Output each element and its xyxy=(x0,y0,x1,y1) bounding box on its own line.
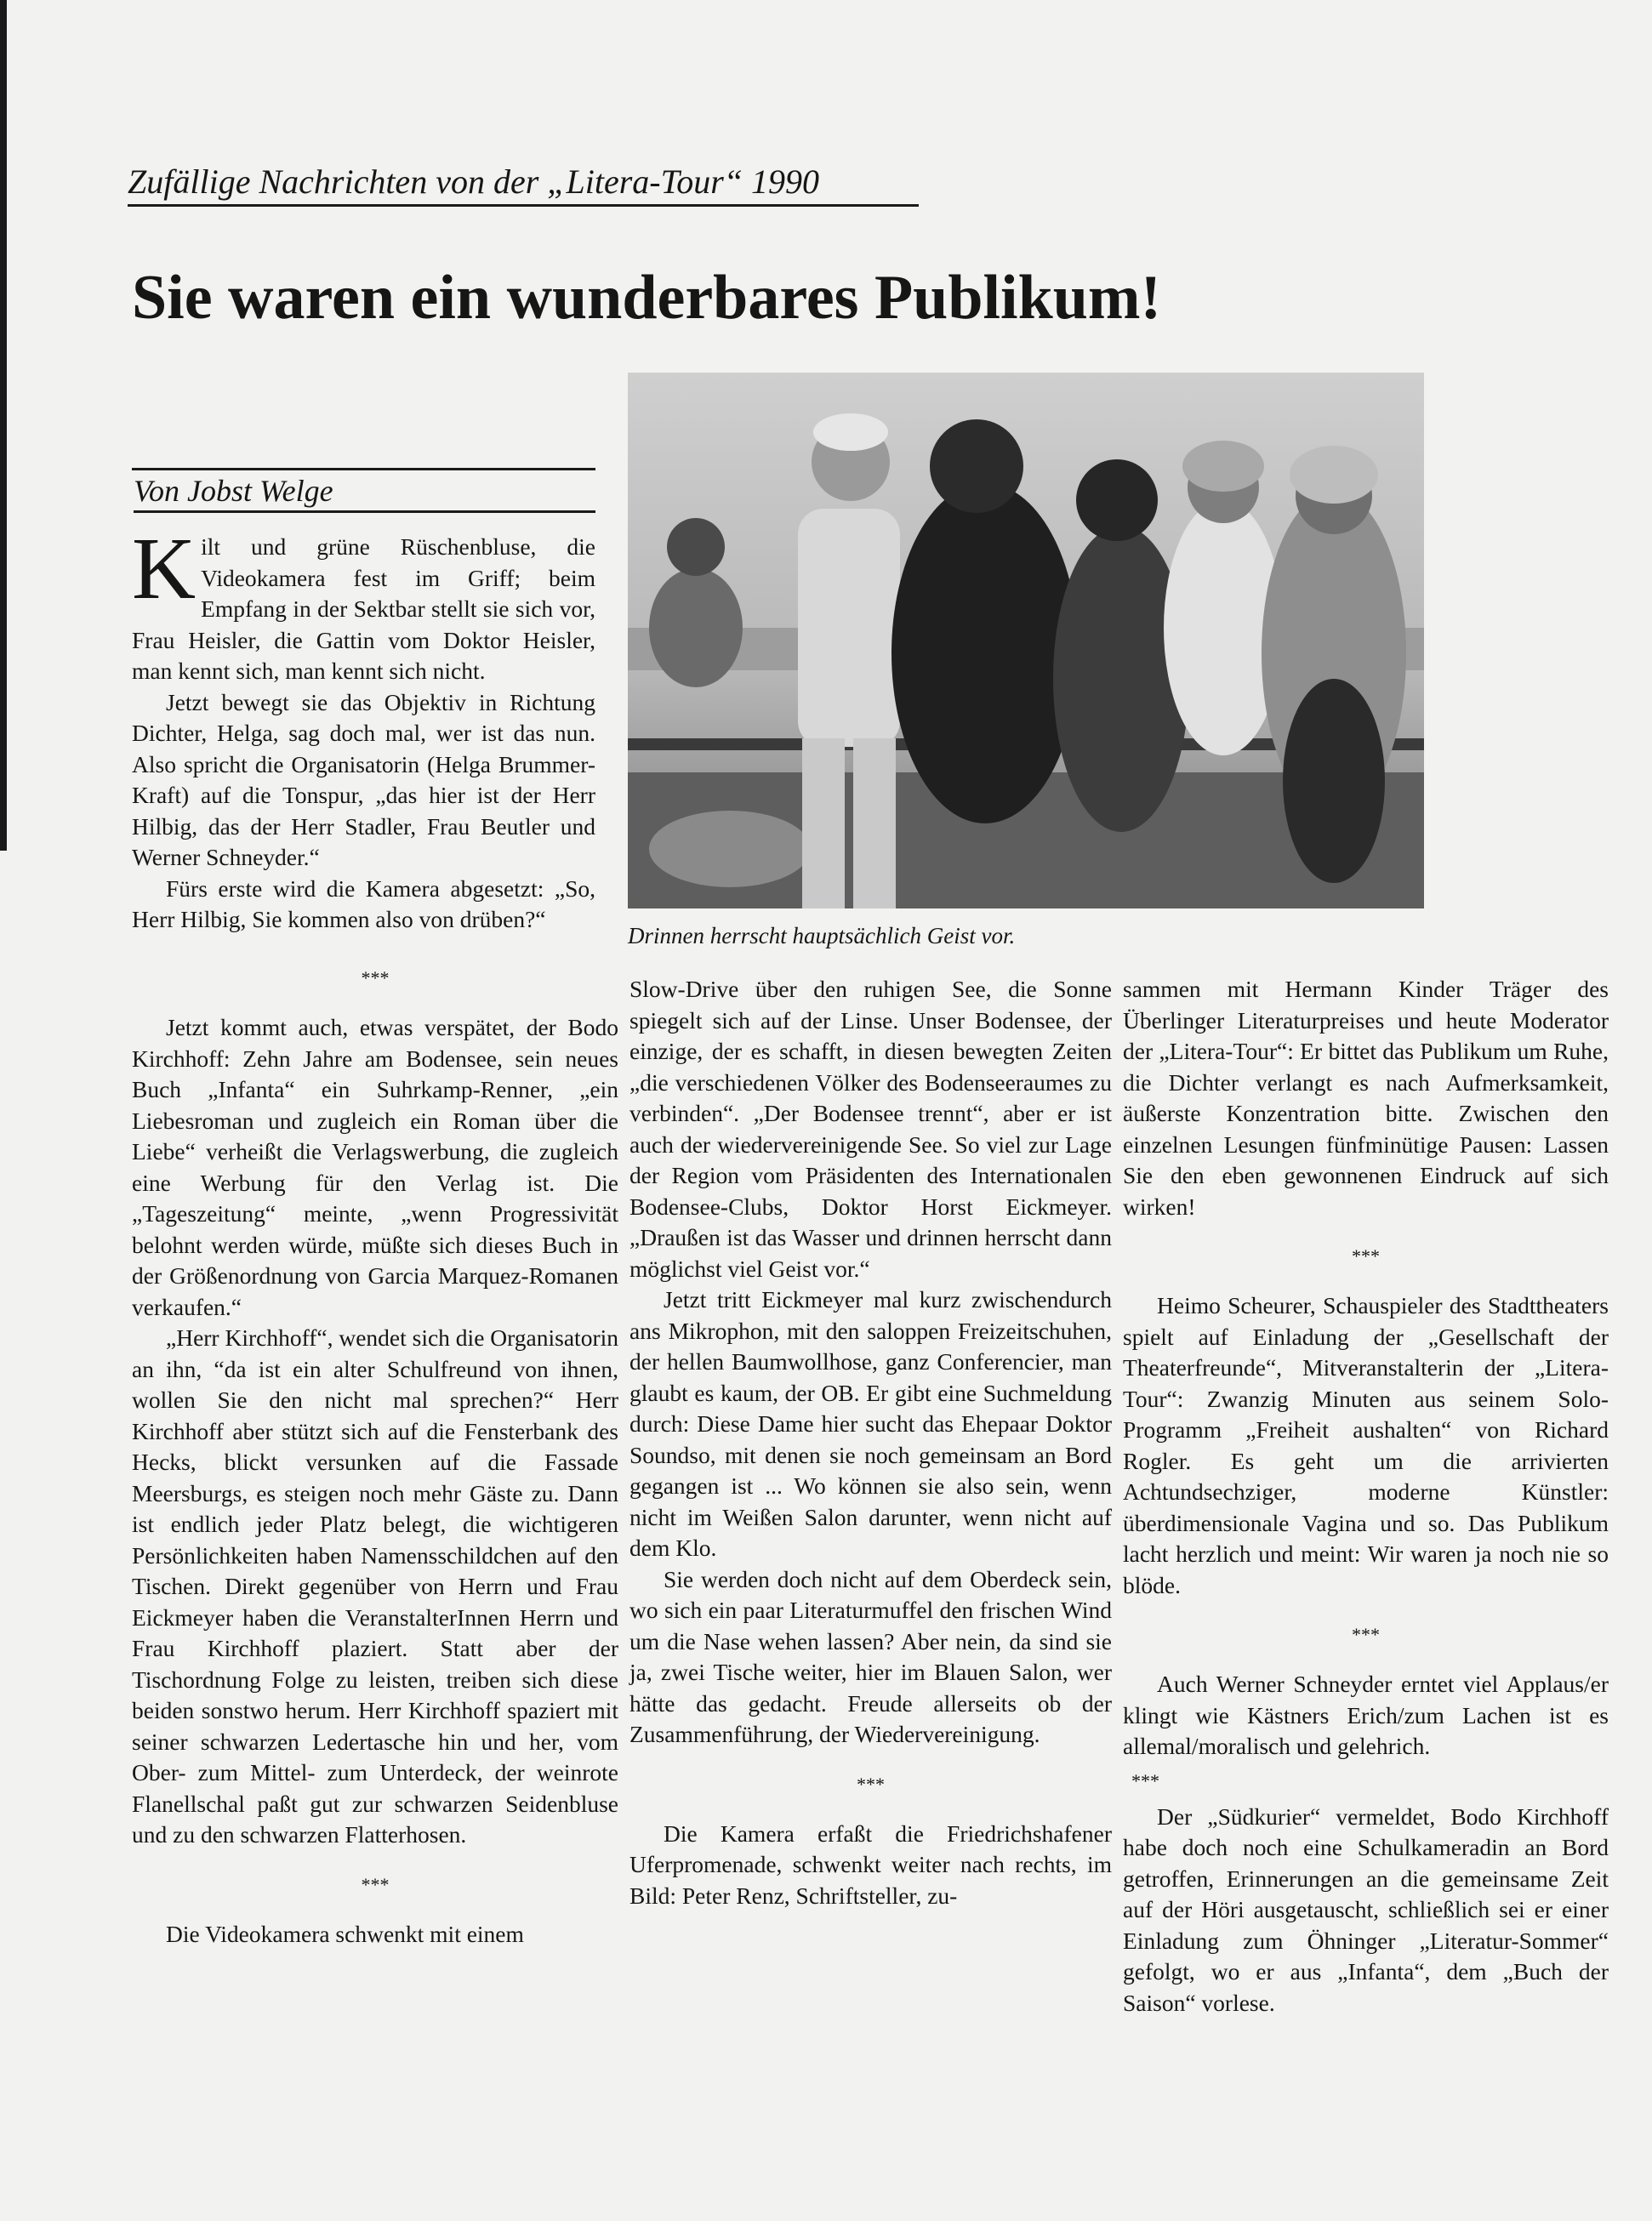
scan-page-edge xyxy=(0,0,7,851)
drop-cap: K xyxy=(132,520,197,618)
section-separator: *** xyxy=(361,1873,390,1895)
byline-top-rule xyxy=(132,468,595,470)
photo-people-on-ship-deck xyxy=(628,373,1424,908)
paragraph: Die Videokamera schwenkt mit einem xyxy=(166,1920,524,1947)
section-separator: *** xyxy=(361,967,390,988)
paragraph-opening-text: ilt und grüne Rüschenbluse, die Videokamera fest im Griff; beim Empfang in der Sektbar stellt sie sich vor, Frau Heisler, die Gattin vom Doktor Heisler, man kennt sich, man kennt sich nicht. xyxy=(132,533,595,684)
paragraph: sammen mit Hermann Kinder Träger des Überlinger Literaturpreises und heute Moderator der „Litera-Tour“: Er bittet das Publikum um Ruhe, die Dichter verlangt es nach Aufmerksamkeit, äußerste Konzentration bitte. Zwischen den einzelnen Lesungen fünfminütige Pausen: Lassen Sie den eben gewonnenen Eindruck auf sich wirken! xyxy=(1123,976,1609,1220)
photo-illustration xyxy=(628,373,1424,908)
section-separator: *** xyxy=(1131,1769,1159,1791)
column-1-lower xyxy=(132,944,618,1950)
byline: Von Jobst Welge xyxy=(134,473,595,513)
kicker-line: Zufällige Nachrichten von der „Litera-Tour“ 1990 xyxy=(128,162,919,207)
section-separator: *** xyxy=(1352,1624,1380,1645)
paragraph: Jetzt tritt Eickmeyer mal kurz zwischendurch ans Mikrophon, mit den saloppen Freizeitschuhen, der hellen Baumwollhose, ganz Conferencier, man glaubt es kaum, der OB. Er gibt eine Suchmeldung durch: Diese Dame hier sucht das Ehepaar Doktor Soundso, mit denen sie noch gemeinsam an Bord gegangen ist ... Wo können sie also sein, wenn nicht im Weißen Salon darunter, wenn nicht auf dem Klo. xyxy=(629,1286,1112,1561)
paragraph: Slow-Drive über den ruhigen See, die Sonne spiegelt sich auf der Linse. Unser Bodensee, der einzige, der es schafft, in diesen bewegten Zeiten „die verschiedenen Völker des Bodenseeraumes zu verbinden“. „Der Bodensee trennt“, aber er ist auch der wiedervereinigende See. So viel zur Lage der Region vom Präsidenten des Internationalen Bodensee-Clubs, Doktor Horst Eickmeyer. „Draußen ist das Wasser und drinnen herrscht dann möglichst viel Geist vor.“ xyxy=(629,976,1112,1282)
section-separator: *** xyxy=(1352,1245,1380,1267)
paragraph: Sie werden doch nicht auf dem Oberdeck sein, wo sich ein paar Literaturmuffel den frischen Wind um die Nase wehen lassen? Aber nein, da sind sie ja, zwei Tische weiter, hier im Blauen Salon, wer hätte das gedacht. Freude allerseits ob der Zusammenführung, der Wiedervereinigung. xyxy=(629,1565,1112,1747)
paragraph: Die Kamera erfaßt die Friedrichshafener Uferpromenade, schwenkt weiter nach rechts, im Bild: Peter Renz, Schriftsteller, zu- xyxy=(629,1820,1112,1909)
column-1-upper xyxy=(132,520,595,936)
paragraph-opening xyxy=(132,520,595,687)
paragraph: „Herr Kirchhoff“, wendet sich die Organisatorin an ihn, “da ist ein alter Schulfreund von ihnen, wollen Sie den nicht mal sprechen?“ Herr Kirchhoff aber stützt sich auf die Fensterbank des Hecks, blickt versunken auf die Fassade Meersburgs, es steigen noch mehr Gäste zu. Dann ist endlich jeder Platz belegt, die wichtigeren Persönlichkeiten haben Namensschildchen auf den Tischen. Direkt gegenüber von Herrn und Frau Eickmeyer haben die VeranstalterInnen Herrn und Frau Kirchhoff plaziert. Statt aber der Tischordnung Folge zu leisten, treiben sich diese beiden sonstwo herum. Herr Kirchhoff spaziert mit seiner schwarzen Ledertasche hin und her, vom Ober- zum Mittel- zum Unterdeck, der weinrote Flanellschal paßt gut zur schwarzen Seidenbluse und zu den schwarzen Flatterhosen. xyxy=(132,1324,618,1848)
photo-caption: Drinnen herrscht hauptsächlich Geist vor. xyxy=(628,923,1016,948)
headline: Sie waren ein wunderbares Publikum! xyxy=(132,263,1162,333)
section-separator: *** xyxy=(857,1773,885,1795)
column-3 xyxy=(1123,974,1609,2019)
paragraph: Heimo Scheurer, Schauspieler des Stadttheaters spielt auf Einladung der „Gesellschaft der Theaterfreunde“, Mitveranstalterin der „Litera-Tour“: Zwanzig Minuten aus seinem Solo-Programm „Freiheit aushalten“ von Richard Rogler. Es geht um die arrivierten Achtundsechziger, moderne Künstler: überdimensionale Vagina und so. Das Publikum lacht herzlich und meint: Wir waren ja noch nie so blöde. xyxy=(1123,1292,1609,1598)
paragraph: Der „Südkurier“ vermeldet, Bodo Kirchhoff habe doch noch eine Schulkameradin an Bord getroffen, Erinnerungen an die gemeinsame Zeit auf der Höri ausgetauscht, schließlich sei er einer Einladung zum Öhninger „Literatur-Sommer“ gefolgt, wo er aus „Infanta“, dem „Buch der Saison“ vorlese. xyxy=(1123,1802,1609,2016)
paragraph: Jetzt bewegt sie das Objektiv in Richtung Dichter, Helga, sag doch mal, wer ist das nun. Also spricht die Organisatorin (Helga Brummer-Kraft) auf die Tonspur, „das hier ist der Herr Hilbig, das der Herr Stadler, Frau Beutler und Werner Schneyder.“ xyxy=(132,688,595,870)
paragraph: Auch Werner Schneyder erntet viel Applaus/er klingt wie Kästners Erich/zum Lachen ist es allemal/moralisch und gelehrich. xyxy=(1123,1671,1609,1759)
column-2 xyxy=(629,974,1112,1911)
paragraph: Fürs erste wird die Kamera abgesetzt: „So, Herr Hilbig, Sie kommen also von drüben?“ xyxy=(132,874,595,932)
paragraph: Jetzt kommt auch, etwas verspätet, der Bodo Kirchhoff: Zehn Jahre am Bodensee, sein neues Buch „Infanta“ ein Suhrkamp-Renner, „ein Liebesroman und zugleich ein Roman über die Liebe“ verheißt die Verlagswerbung, die zugleich eine Werbung für den Verlag ist. Die „Tageszeitung“ meinte, „wenn Progressivität belohnt werden würde, müßte sich dieses Buch in der Größenordnung von Garcia Marquez-Romanen verkaufen.“ xyxy=(132,1014,618,1320)
